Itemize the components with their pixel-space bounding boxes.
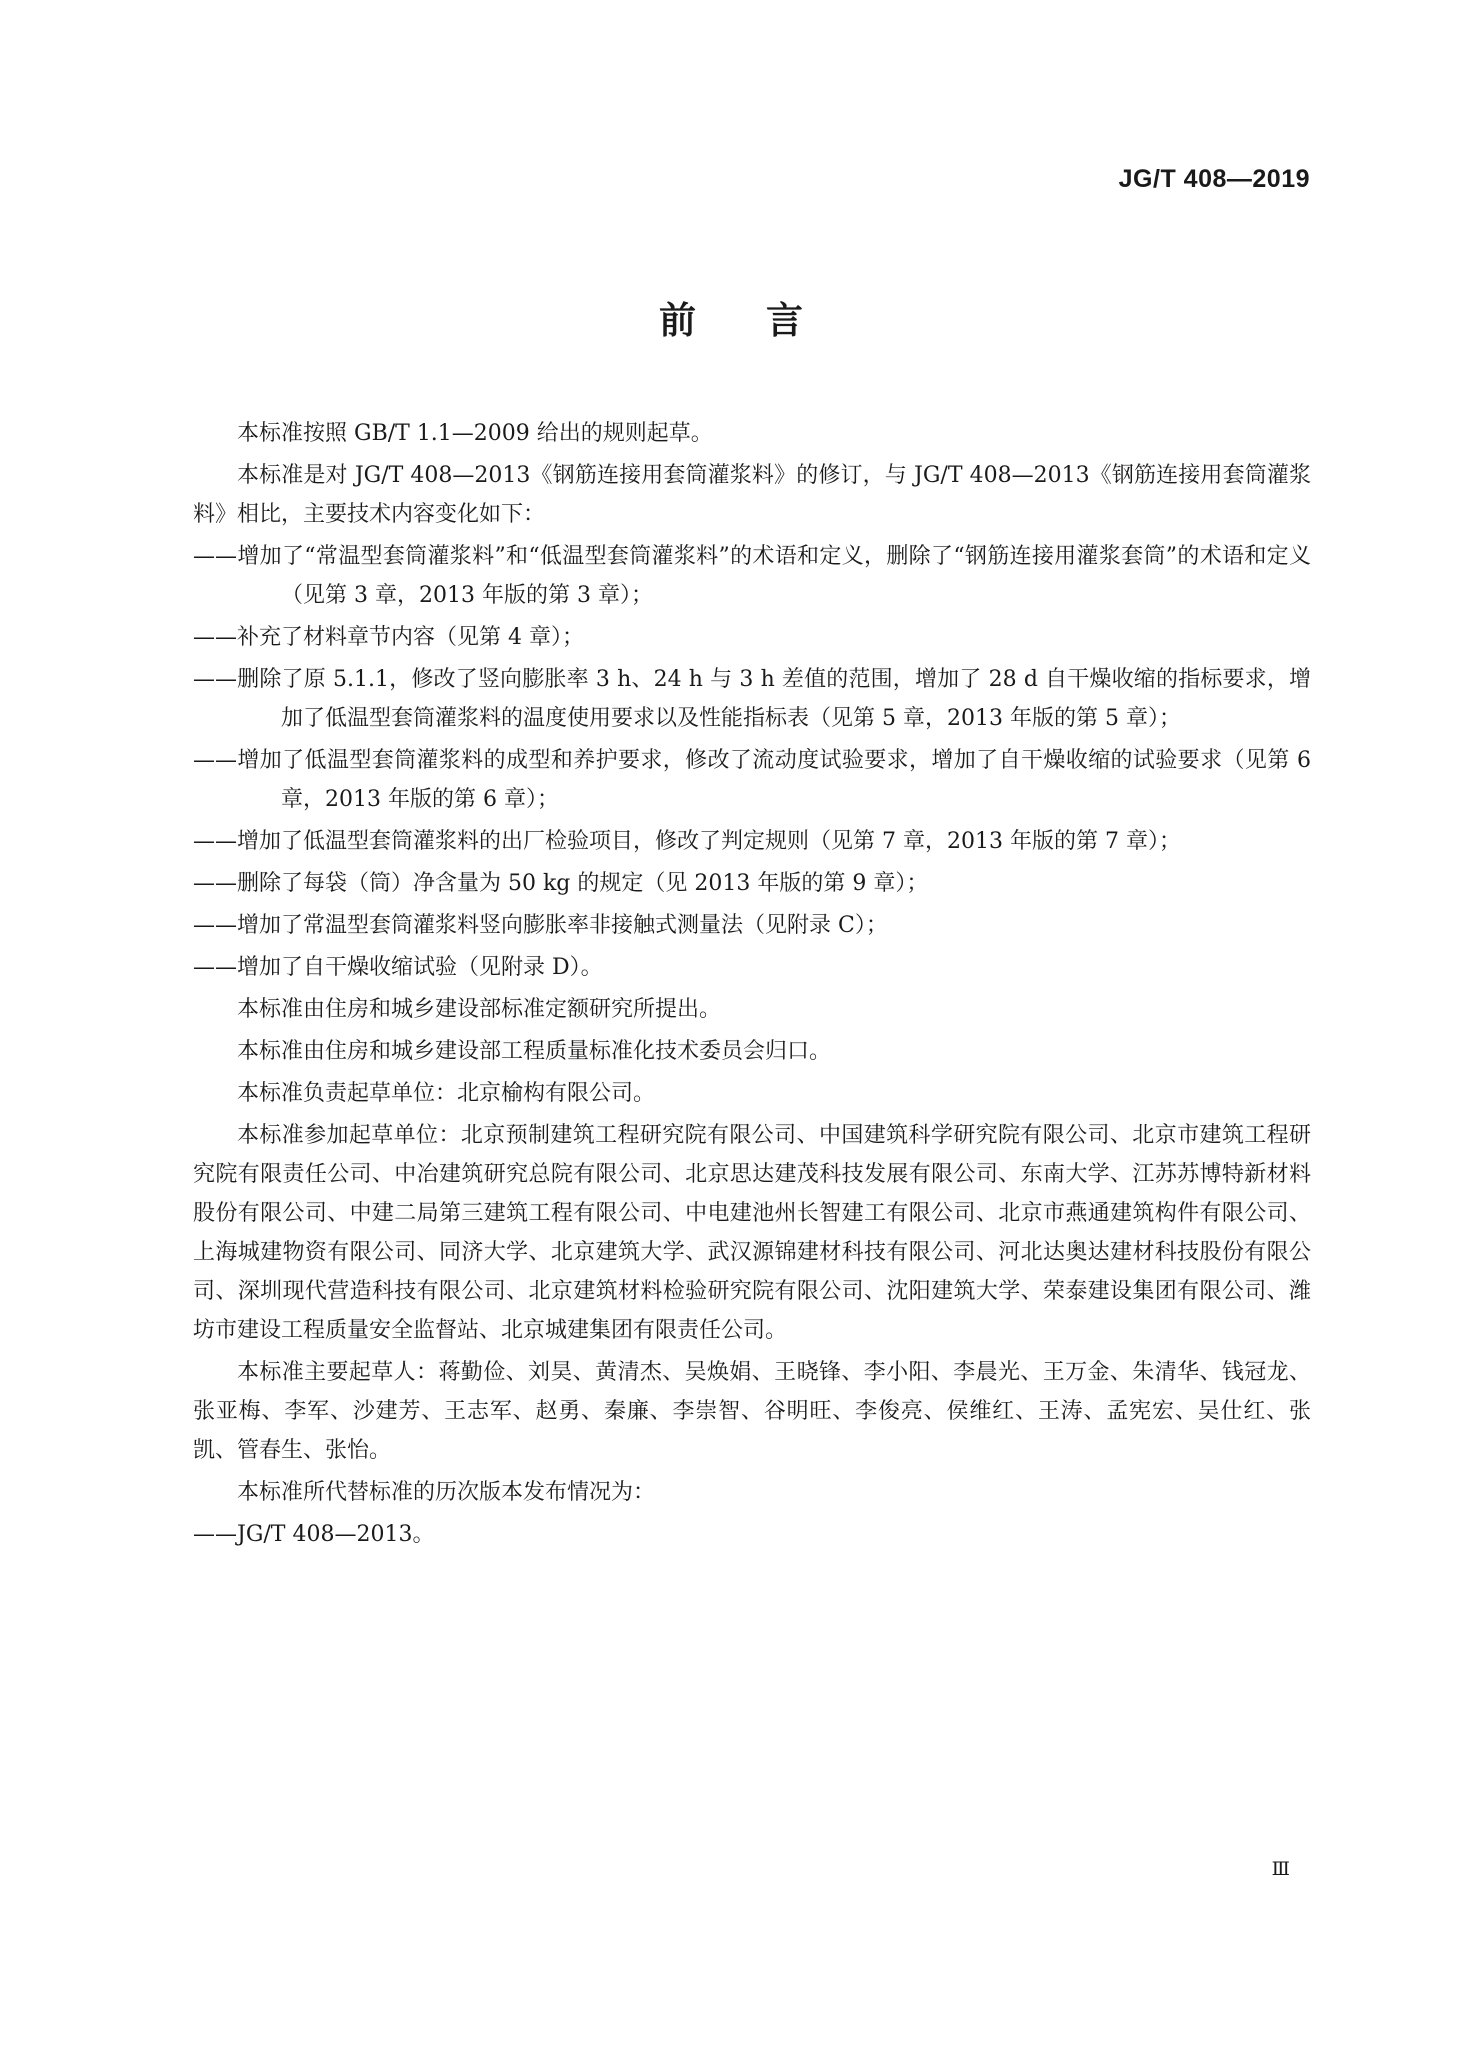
paragraph: 本标准负责起草单位：北京榆构有限公司。 — [237, 1081, 656, 1106]
list-item: ——增加了常温型套筒灌浆料竖向膨胀率非接触式测量法（见附录 C）； — [193, 913, 888, 938]
list-item: ——增加了低温型套筒灌浆料的出厂检验项目，修改了判定规则（见第 7 章，2013 年版的第 7 章）； — [193, 829, 1181, 854]
paragraph: 本标准所代替标准的历次版本发布情况为： — [237, 1480, 656, 1505]
list-item: ——补充了材料章节内容（见第 4 章）； — [193, 625, 584, 650]
paragraph: 本标准主要起草人：蒋勤俭、刘昊、黄清杰、吴焕娟、王晓锋、李小阳、李晨光、王万金、朱清华、钱冠龙、张亚梅、李军、沙建芳、王志军、赵勇、秦廉、李崇智、谷明旺、李俊亮、侯维红、王涛、孟宪宏、吴仕红、张凯、管春生、张怡。 — [193, 1360, 1311, 1463]
paragraph: 本标准由住房和城乡建设部标准定额研究所提出。 — [237, 997, 722, 1022]
list-item: ——JG/T 408—2013。 — [193, 1522, 435, 1547]
paragraph: 本标准由住房和城乡建设部工程质量标准化技术委员会归口。 — [237, 1039, 832, 1064]
foreword-body — [193, 414, 1311, 1557]
paragraph: 本标准按照 GB/T 1.1—2009 给出的规则起草。 — [237, 421, 713, 446]
list-item: ——删除了每袋（筒）净含量为 50 kg 的规定（见 2013 年版的第 9 章）； — [193, 871, 929, 896]
paragraph: 本标准是对 JG/T 408—2013《钢筋连接用套筒灌浆料》的修订，与 JG/T 408—2013《钢筋连接用套筒灌浆料》相比，主要技术内容变化如下： — [193, 463, 1311, 527]
list-item: ——增加了“常温型套筒灌浆料”和“低温型套筒灌浆料”的术语和定义，删除了“钢筋连接用灌浆套筒”的术语和定义（见第 3 章，2013 年版的第 3 章）； — [193, 544, 1311, 608]
standard-number: JG/T 408—2019 — [1118, 165, 1310, 193]
paragraph: 本标准参加起草单位：北京预制建筑工程研究院有限公司、中国建筑科学研究院有限公司、北京市建筑工程研究院有限责任公司、中冶建筑研究总院有限公司、北京思达建茂科技发展有限公司、东南大学、江苏苏博特新材料股份有限公司、中建二局第三建筑工程有限公司、中电建池州长智建工有限公司、北京市燕通建筑构件有限公司、上海城建物资有限公司、同济大学、北京建筑大学、武汉源锦建材科技有限公司、河北达奥达建材科技股份有限公司、深圳现代营造科技有限公司、北京建筑材料检验研究院有限公司、沈阳建筑大学、荣泰建设集团有限公司、潍坊市建设工程质量安全监督站、北京城建集团有限责任公司。 — [193, 1123, 1311, 1343]
list-item: ——增加了低温型套筒灌浆料的成型和养护要求，修改了流动度试验要求，增加了自干燥收缩的试验要求（见第 6 章，2013 年版的第 6 章）； — [193, 748, 1311, 812]
list-item: ——删除了原 5.1.1，修改了竖向膨胀率 3 h、24 h 与 3 h 差值的范围，增加了 28 d 自干燥收缩的指标要求，增加了低温型套筒灌浆料的温度使用要求以及性能指标表（见第 5 章，2013 年版的第 5 章）； — [193, 667, 1311, 731]
page-title: 前言 — [659, 299, 873, 342]
page-number: Ⅲ — [1271, 1858, 1290, 1880]
list-item: ——增加了自干燥收缩试验（见附录 D）。 — [193, 955, 603, 980]
